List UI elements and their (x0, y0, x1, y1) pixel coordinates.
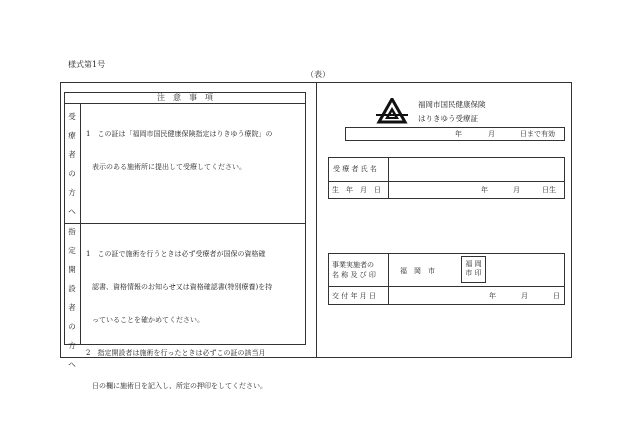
center-divider (316, 82, 317, 358)
city-emblem-icon (374, 98, 410, 124)
implementer-name: 福 岡 市 (400, 267, 435, 275)
birth-year-unit: 年 (481, 186, 488, 194)
issuer-line: 福岡市国民健康保険 (418, 100, 486, 109)
issuer-info-row-rule (328, 286, 565, 287)
patient-info-col-rule (388, 157, 389, 199)
issue-date-label: 交 付 年 月 日 (332, 292, 376, 300)
notes-header-rule (64, 103, 306, 104)
implementer-label-line2: 名 称 及 び 印 (332, 271, 376, 279)
notes-section-rule (64, 223, 306, 224)
issue-day-unit: 日 (553, 292, 560, 300)
issuer-info-col-rule (388, 253, 389, 305)
patient-info-row-rule (328, 181, 565, 182)
city-seal-box: 福 岡 市 印 (461, 256, 486, 283)
validity-month-unit: 月 (488, 130, 495, 138)
front-side-indicator: （表） (306, 70, 330, 79)
provider-notes: 1 この証で施術を行うときは必ず受療者が国保の資格確 認書、資格情報のお知らせ又は資格確認書(特別療養)を持 っていることを確かめてください。 2 指定開設者は施術を行ったときは必ずこの証の該当月 日の欄に施術日を記入し、所定の押印をしてください。 (86, 250, 273, 390)
validity-year-unit: 年 (455, 130, 462, 138)
provider-section-label: 指 定 開 設 者 の 方 へ (68, 227, 76, 369)
patient-notes: 1 この証は「福岡市国民健康保険指定はりきゆう療院」の 表示のある施術所に提出して受療してください。 (86, 130, 273, 171)
issue-month-unit: 月 (521, 292, 528, 300)
form-number: 様式第1号 (68, 60, 106, 69)
patient-section-label: 受 療 者 の 方 へ (68, 112, 76, 216)
birth-suffix: 日生 (542, 186, 556, 194)
implementer-label-line1: 事業実施者の (332, 261, 374, 269)
birth-month-unit: 月 (513, 186, 520, 194)
patient-name-label: 受 療 者 氏 名 (333, 165, 377, 173)
birth-date-label: 生 年 月 日 (332, 186, 381, 194)
certificate-title: はりきゆう受療証 (418, 114, 478, 123)
notes-label-column-rule (80, 103, 81, 345)
notes-header: 注 意 事 項 (157, 93, 213, 102)
issue-year-unit: 年 (489, 292, 496, 300)
validity-suffix: 日まで有効 (520, 130, 555, 138)
